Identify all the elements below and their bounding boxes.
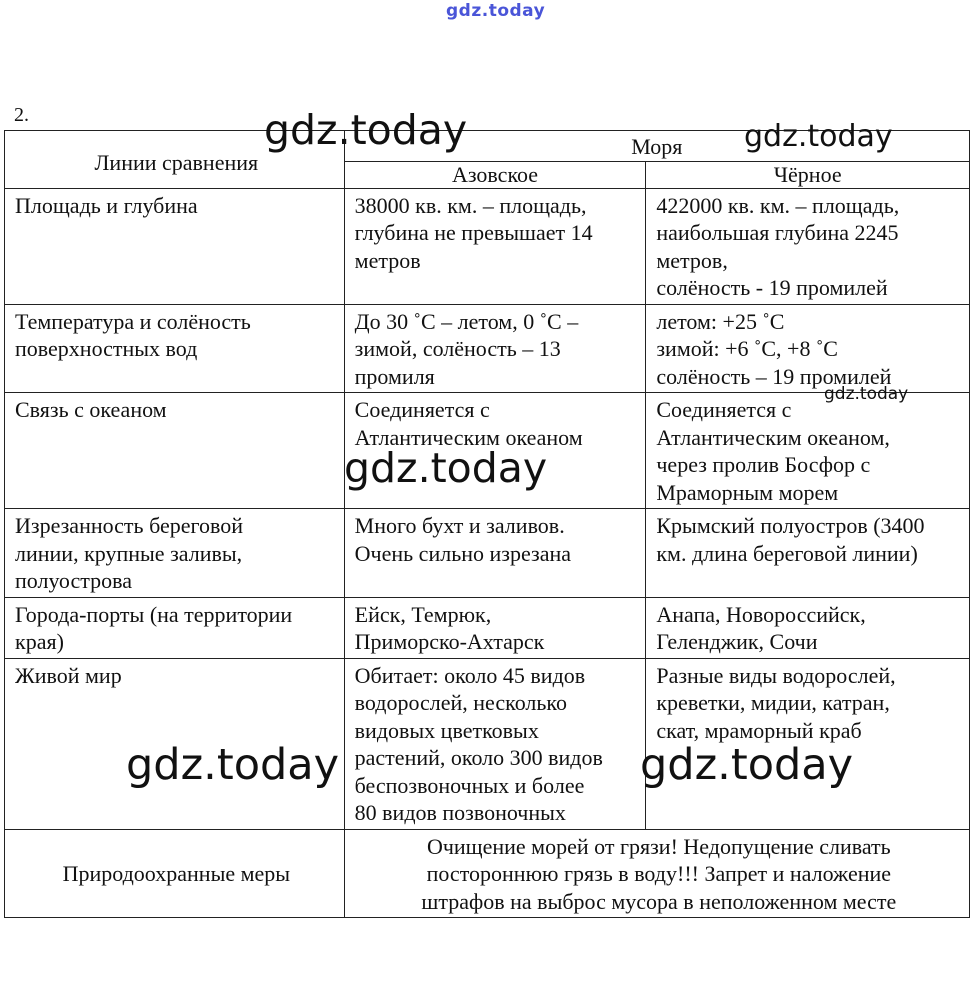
black-cell: Разные виды водорослей, креветки, мидии, катран, скат, мраморный краб	[646, 658, 970, 829]
watermark: gdz.today	[126, 740, 340, 790]
task-number: 2.	[14, 104, 29, 126]
criterion-cell: Площадь и глубина	[5, 188, 345, 304]
table-row	[5, 188, 970, 304]
black-cell: Крымский полуостров (3400 км. длина береговой линии)	[646, 509, 970, 598]
criterion-cell: Температура и солёность поверхностных вод	[5, 304, 345, 393]
table-row	[5, 509, 970, 598]
azov-cell: Соединяется с Атлантическим океаном	[344, 393, 646, 509]
table-row	[5, 597, 970, 658]
black-cell: Соединяется с Атлантическим океаном, через пролив Босфор с Мраморным морем	[646, 393, 970, 509]
protection-measures-cell: Очищение морей от грязи! Недопущение сливать постороннюю грязь в воду!!! Запрет и наложение штрафов на выброс мусора в неположенном месте	[344, 829, 969, 918]
azov-cell: Много бухт и заливов. Очень сильно изрезана	[344, 509, 646, 598]
black-cell: летом: +25 ˚С зимой: +6 ˚С, +8 ˚С солёность – 19 промилей	[646, 304, 970, 393]
criterion-cell: Изрезанность береговой линии, крупные заливы, полуострова	[5, 509, 345, 598]
criterion-cell: Связь с океаном	[5, 393, 345, 509]
watermark: gdz.today	[744, 119, 893, 154]
watermark-top: gdz.today	[446, 1, 546, 21]
criterion-cell: Природоохранные меры	[5, 829, 345, 918]
watermark: gdz.today	[344, 444, 548, 492]
azov-cell: До 30 ˚С – летом, 0 ˚С – зимой, солёность – 13 промиля	[344, 304, 646, 393]
azov-cell: Обитает: около 45 видов водорослей, несколько видовых цветковых растений, около 300 видов беспозвоночных и более 80 видов позвоночных	[344, 658, 646, 829]
header-seas: Моря	[344, 131, 969, 162]
header-azov: Азовское	[344, 161, 646, 188]
criterion-cell: Живой мир	[5, 658, 345, 829]
header-black: Чёрное	[646, 161, 970, 188]
comparison-table	[4, 130, 970, 918]
table-row-protection	[5, 829, 970, 918]
black-cell: Анапа, Новороссийск, Геленджик, Сочи	[646, 597, 970, 658]
azov-cell: Ейск, Темрюк, Приморско-Ахтарск	[344, 597, 646, 658]
azov-cell: 38000 кв. км. – площадь, глубина не превышает 14 метров	[344, 188, 646, 304]
watermark: gdz.today	[264, 106, 468, 154]
criterion-cell: Города-порты (на территории края)	[5, 597, 345, 658]
black-cell: 422000 кв. км. – площадь, наибольшая глубина 2245 метров, солёность - 19 промилей	[646, 188, 970, 304]
header-criteria: Линии сравнения	[5, 131, 345, 189]
watermark: gdz.today	[640, 740, 854, 790]
table-row	[5, 304, 970, 393]
watermark: gdz.today	[824, 384, 909, 404]
